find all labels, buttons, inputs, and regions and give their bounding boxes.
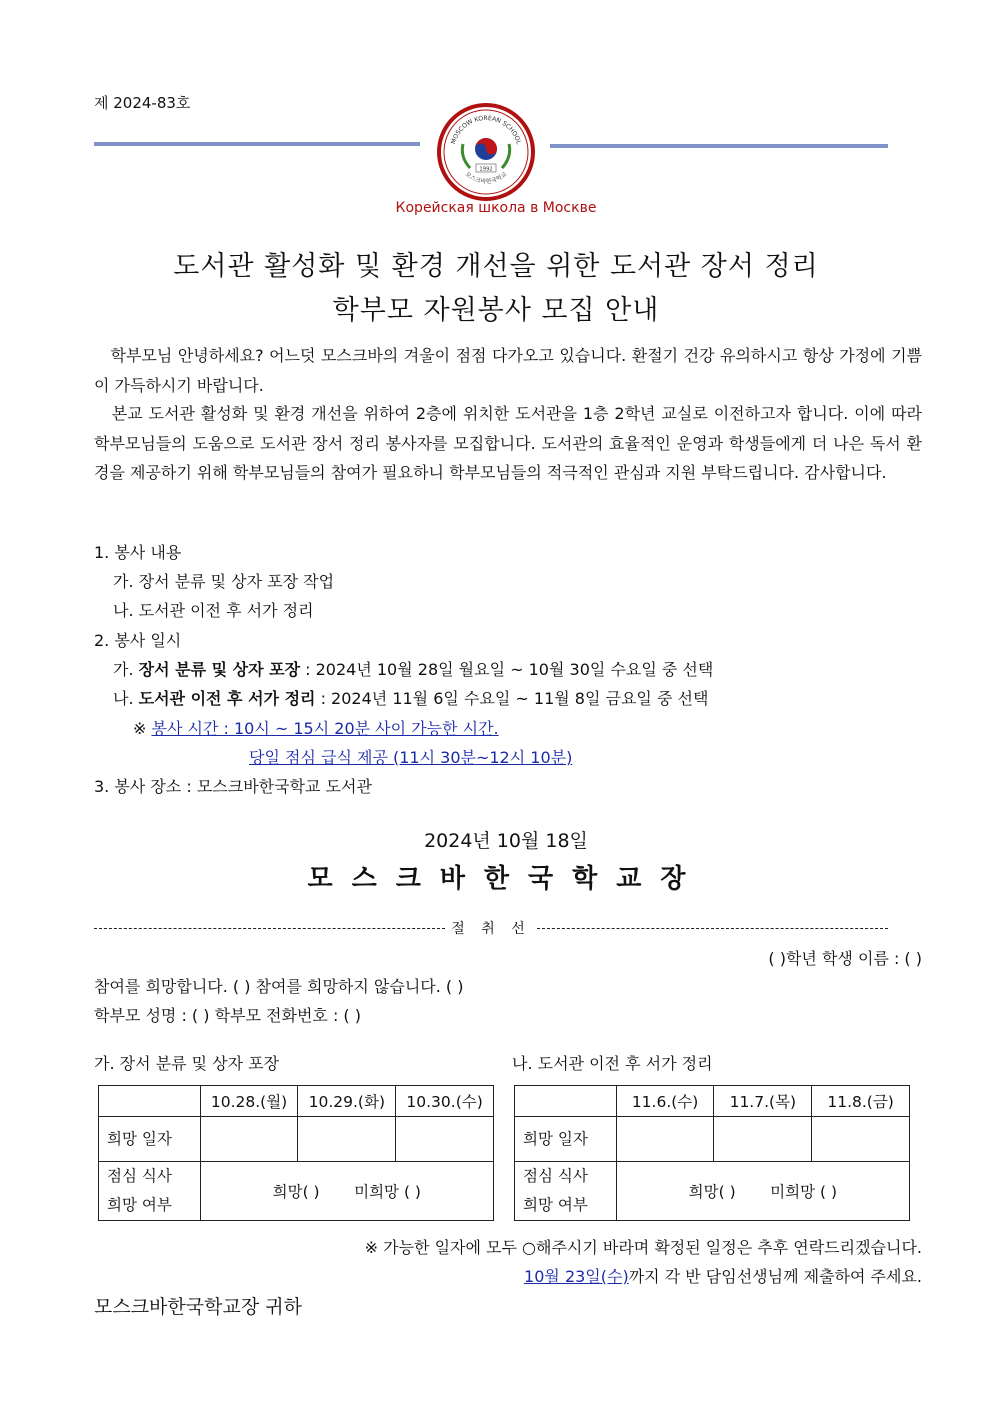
table-a-date-1-checkbox[interactable] <box>200 1117 298 1162</box>
table-b-caption: 나. 도서관 이전 후 서가 정리 <box>512 1054 713 1073</box>
table-b-row2-label-line2: 희망 여부 <box>523 1196 588 1214</box>
school-logo <box>436 102 536 202</box>
form-note-1: ※ 가능한 일자에 모두 ○해주시기 바라며 확정된 일정은 추후 연락드리겠습니다. <box>364 1238 922 1257</box>
table-b-date-1: 11.6.(수) <box>616 1086 714 1117</box>
table-a-lunch-not-want[interactable]: 미희망 ( ) <box>354 1183 421 1201</box>
document-number: 제 2024-83호 <box>94 94 191 112</box>
form-note-2 <box>524 1264 922 1287</box>
student-info-line: ( )학년 학생 이름 : ( ) <box>768 949 922 968</box>
table-a-corner <box>99 1086 201 1117</box>
parent-info-line: 학부모 성명 : ( ) 학부모 전화번호 : ( ) <box>94 1006 361 1025</box>
table-a-row2-label-line2: 희망 여부 <box>107 1196 172 1214</box>
item-b-title: 도서관 이전 후 서가 정리 <box>138 689 316 708</box>
table-a-row2-label <box>99 1162 201 1221</box>
table-a-sorting-packing <box>98 1085 494 1221</box>
purpose-paragraph <box>94 399 922 488</box>
item-b-schedule: : 2024년 11월 6일 수요일 ~ 11월 8일 금요일 중 선택 <box>320 689 709 708</box>
logo-top-text: MOSCOW KOREAN SCHOOL <box>450 114 522 146</box>
table-b-date-3: 11.8.(금) <box>812 1086 910 1117</box>
table-a-caption: 가. 장서 분류 및 상자 포장 <box>94 1054 280 1073</box>
table-b-date-2-checkbox[interactable] <box>714 1117 812 1162</box>
table-a-row2-label-line1: 점심 식사 <box>107 1167 172 1185</box>
table-a-date-2-checkbox[interactable] <box>298 1117 396 1162</box>
time-note-line2 <box>249 743 572 772</box>
table-b-date-3-checkbox[interactable] <box>812 1117 910 1162</box>
table-a-date-3-checkbox[interactable] <box>396 1117 494 1162</box>
page-title-line1: 도서관 활성화 및 환경 개선을 위한 도서관 장서 정리 <box>173 251 819 282</box>
item-b-prefix: 나. <box>113 689 134 708</box>
section-1-heading: 1. 봉사 내용 <box>94 543 182 562</box>
table-b-shelf-arrangement <box>514 1085 910 1221</box>
table-b-row1-label: 희망 일자 <box>515 1117 617 1162</box>
greeting-paragraph <box>94 341 922 400</box>
section-2-heading: 2. 봉사 일시 <box>94 631 182 650</box>
submission-instruction: 까지 각 반 담임선생님께 제출하여 주세요. <box>628 1267 922 1286</box>
submission-deadline: 10월 23일(수) <box>524 1267 629 1286</box>
addressee: 모스크바한국학교장 귀하 <box>94 1296 302 1318</box>
service-time-note: 봉사 시간 : 10시 ~ 15시 20분 사이 가능한 시간. <box>151 719 499 738</box>
time-note-line1 <box>133 714 499 743</box>
page-title-line2: 학부모 자원봉사 모집 안내 <box>332 295 660 326</box>
table-b-row2-label <box>515 1162 617 1221</box>
participation-choice-line: 참여를 희망합니다. ( ) 참여를 희망하지 않습니다. ( ) <box>94 977 464 996</box>
cut-line-label: 절 취 선 <box>451 921 531 937</box>
table-a-row1-label: 희망 일자 <box>99 1117 201 1162</box>
item-a-schedule: : 2024년 10월 28일 월요일 ~ 10월 30일 수요일 중 선택 <box>305 660 714 679</box>
table-a-lunch-want[interactable]: 희망( ) <box>272 1183 320 1201</box>
section-1-item-b: 나. 도서관 이전 후 서가 정리 <box>113 601 314 620</box>
table-a-date-1: 10.28.(월) <box>200 1086 298 1117</box>
cut-line-dash-left <box>94 928 445 929</box>
section-1-item-a: 가. 장서 분류 및 상자 포장 작업 <box>113 572 335 591</box>
header-rule-left <box>94 142 420 146</box>
note-mark: ※ <box>133 719 147 738</box>
section-2-item-a <box>113 655 713 684</box>
table-a-lunch-choice[interactable] <box>200 1162 493 1221</box>
table-b-corner <box>515 1086 617 1117</box>
item-a-prefix: 가. <box>113 660 134 679</box>
principal-title: 모스크바한국학교장 <box>307 864 705 894</box>
table-a-date-3: 10.30.(수) <box>396 1086 494 1117</box>
table-a-date-2: 10.29.(화) <box>298 1086 396 1117</box>
section-2-item-b <box>113 684 708 713</box>
logo-year: 1992 <box>479 166 493 173</box>
table-b-lunch-not-want[interactable]: 미희망 ( ) <box>770 1183 838 1201</box>
lunch-note: 당일 점심 급식 제공 (11시 30분~12시 10분) <box>249 748 573 767</box>
greeting-text: 학부모님 안녕하세요? 어느덧 모스크바의 겨울이 점점 다가오고 있습니다. 환절기 건강 유의하시고 항상 가정에 기쁨이 가득하시기 바랍니다. <box>94 346 922 395</box>
table-b-lunch-choice[interactable] <box>616 1162 909 1221</box>
header-rule-right <box>550 144 888 148</box>
table-b-date-2: 11.7.(목) <box>714 1086 812 1117</box>
item-a-title: 장서 분류 및 상자 포장 <box>138 660 301 679</box>
school-name-russian: Корейская школа в Москве <box>395 200 597 216</box>
table-b-date-1-checkbox[interactable] <box>616 1117 714 1162</box>
cut-line <box>94 918 888 938</box>
issue-date: 2024년 10월 18일 <box>424 830 588 852</box>
logo-bottom-text: 모스크바한국학교 <box>463 170 509 186</box>
section-3-location: 3. 봉사 장소 : 모스크바한국학교 도서관 <box>94 777 372 796</box>
purpose-text: 본교 도서관 활성화 및 환경 개선을 위하여 2층에 위치한 도서관을 1층 2학년 교실로 이전하고자 합니다. 이에 따라 학부모님들의 도움으로 도서관 장서 정리 봉사자를 모집합니다. 도서관의 효율적인 운영과 학생들에게 더 나은 독서 환경을 제공하기 위해 학부모님들의 참여가 필요하니 학부모님들의 적극적인 관심과 지원 부탁드립니다. 감사합니다. <box>94 404 922 482</box>
table-b-row2-label-line1: 점심 식사 <box>523 1167 588 1185</box>
cut-line-dash-right <box>537 928 888 929</box>
table-b-lunch-want[interactable]: 희망( ) <box>688 1183 736 1201</box>
